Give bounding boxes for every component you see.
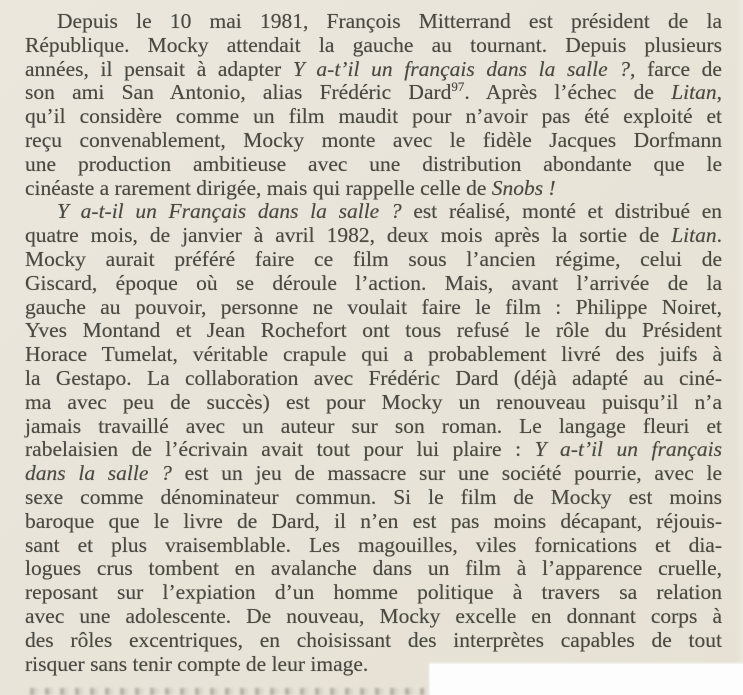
text-line <box>25 438 722 462</box>
text-line <box>25 248 722 272</box>
text-run: reposant sur l’expiation d’un homme politique à travers sa relation <box>25 580 722 605</box>
cropped-line-remnant <box>30 688 425 695</box>
text-line <box>25 486 722 510</box>
text-run: Horace Tumelat, véritable crapule qui a probablement livré des juifs à <box>25 342 722 367</box>
text-line <box>25 415 722 439</box>
text-line <box>25 296 722 320</box>
text-line <box>25 367 722 391</box>
text-line <box>25 81 722 105</box>
text-line <box>25 462 722 486</box>
text-line <box>25 58 722 82</box>
text-line <box>25 224 722 248</box>
text-line <box>25 510 722 534</box>
text-run: Giscard, époque où se déroule l’action. Mais, avant l’arrivée de la <box>25 270 722 295</box>
scan-edge-highlight <box>736 0 743 695</box>
text-run: la Gestapo. La collaboration avec Frédéric Dard (déjà adapté au ciné- <box>25 365 722 390</box>
text-run: cinéaste a rarement dirigée, mais qui rappelle celle de <box>25 175 492 200</box>
text-line <box>25 34 722 58</box>
text-run: une production ambitieuse avec une distribution abondante que le <box>25 151 722 176</box>
italic-title-run: Y a-t-il un Français dans la salle ? <box>57 199 402 224</box>
text-run: République. Mocky attendait la gauche au tournant. Depuis plusieurs <box>25 32 722 57</box>
text-line <box>25 557 722 581</box>
text-run: Depuis le 10 mai 1981, François Mitterrand est président de la <box>57 9 722 33</box>
italic-title-run: Litan <box>671 80 717 105</box>
text-line <box>25 129 722 153</box>
text-run: est réalisé, monté et distribué en <box>401 199 723 224</box>
text-run: jamais travaillé avec un auteur sur son roman. Le langage fleuri et <box>25 413 722 438</box>
text-run: sexe comme dénominateur commun. Si le film de Mocky est moins <box>25 484 722 509</box>
text-line <box>25 629 722 653</box>
text-line <box>25 605 722 629</box>
italic-title-run: Litan <box>671 223 717 248</box>
text-line <box>25 200 722 224</box>
text-run: reçu convenablement, Mocky monte avec le fidèle Jacques Dorfmann <box>25 127 722 152</box>
text-run: rabelaisien de l’écrivain avait tout pour lui plaire : <box>25 437 535 462</box>
text-line <box>25 105 722 129</box>
text-run: . Après l’échec de <box>464 80 672 105</box>
text-run: . <box>716 223 722 248</box>
italic-title-run: Y a-t’il un français <box>534 437 723 462</box>
text-line <box>25 534 722 558</box>
footnote-ref: 97 <box>451 79 465 95</box>
text-line <box>25 10 722 34</box>
text-run: avec une adolescente. De nouveau, Mocky excelle en donnant corps à <box>25 603 722 628</box>
text-line <box>25 581 722 605</box>
text-run: sant et plus vraisemblable. Les magouilles, viles fornications et dia- <box>25 532 722 557</box>
italic-title-run: dans la salle ? <box>25 461 172 486</box>
text-run: qu’il considère comme un film maudit pour n’avoir pas été exploité et <box>25 104 722 129</box>
text-line <box>25 391 722 415</box>
text-line <box>25 343 722 367</box>
text-run: risquer sans tenir compte de leur image. <box>25 651 369 676</box>
text-line <box>25 319 722 343</box>
text-run: est un jeu de massacre sur une société pourrie, avec le <box>171 461 722 486</box>
text-run: , farce de <box>630 56 722 81</box>
text-line <box>25 272 722 296</box>
text-run: Mocky aurait préféré faire ce film sous l’ancien régime, celui de <box>25 246 722 271</box>
page-text-block <box>25 10 722 676</box>
text-run: son ami San Antonio, alias Frédéric Dard <box>25 80 452 105</box>
text-run: baroque que le livre de Dard, il n’en est pas moins décapant, réjouis- <box>25 508 722 533</box>
text-run: quatre mois, de janvier à avril 1982, deux mois après la sortie de <box>25 223 672 248</box>
italic-title-run: Y a-t’il un français dans la salle ? <box>292 56 631 81</box>
text-run: , <box>716 80 722 105</box>
text-run: années, il pensait à adapter <box>25 56 293 81</box>
text-run: Yves Montand et Jean Rochefort ont tous refusé le rôle du Président <box>25 318 722 343</box>
text-line <box>25 153 722 177</box>
italic-title-run: Snobs ! <box>491 175 556 200</box>
scan-white-patch <box>430 664 743 695</box>
text-run: gauche au pouvoir, personne ne voulait faire le film : Philippe Noiret, <box>25 294 722 319</box>
text-line <box>25 177 722 201</box>
text-run: ma avec peu de succès) est pour Mocky un renouveau puisqu’il n’a <box>25 389 722 414</box>
text-run: des rôles excentriques, en choisissant des interprètes capables de tout <box>25 627 722 652</box>
text-run: logues crus tombent en avalanche dans un film à l’apparence cruelle, <box>25 556 722 581</box>
